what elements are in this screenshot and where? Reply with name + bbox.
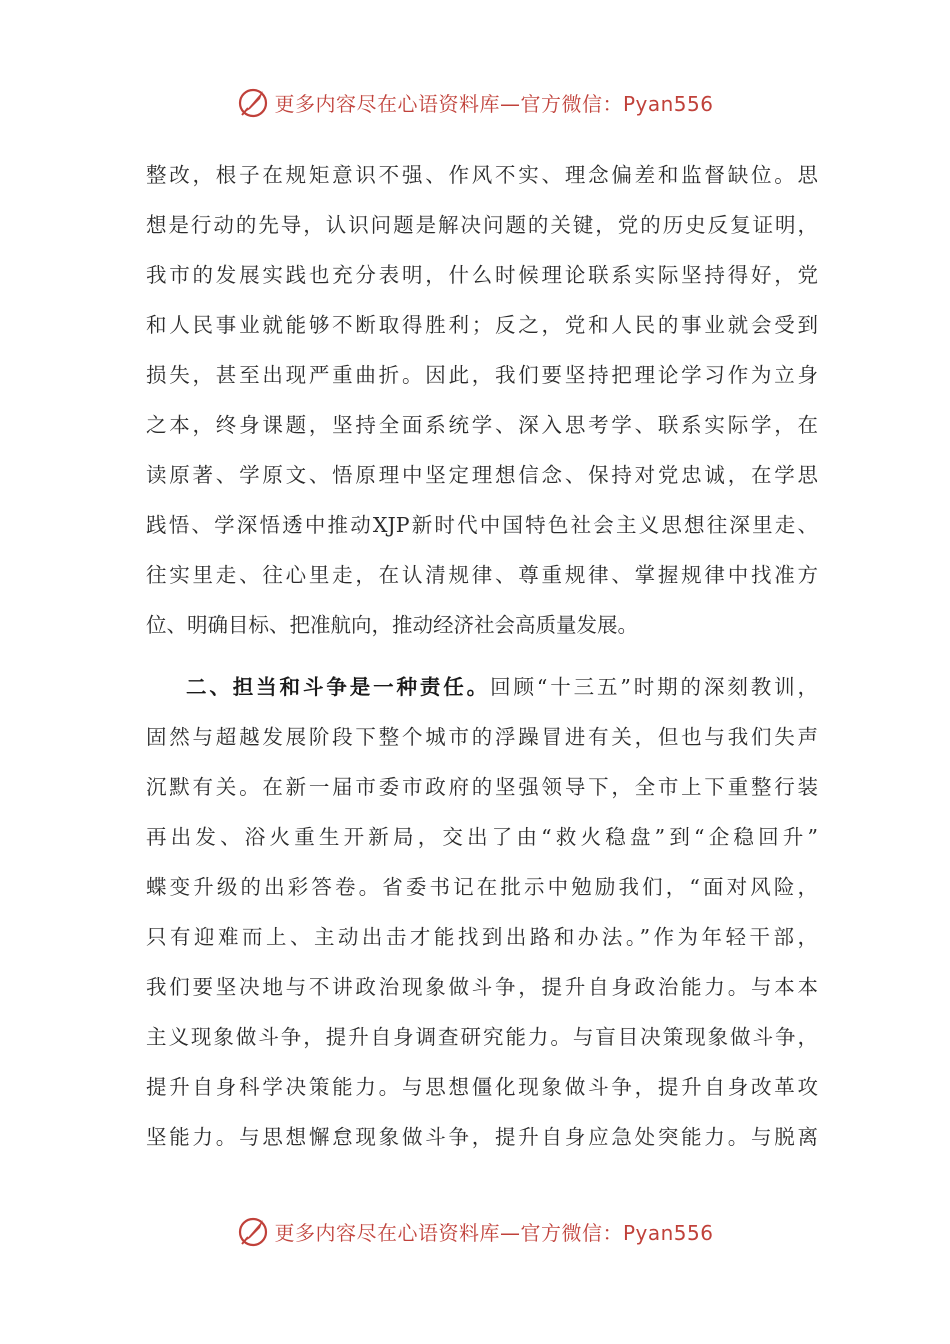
footer-banner-text: 更多内容尽在心语资料库—官方微信：Pyan556 [274, 1220, 714, 1245]
header-banner [0, 82, 950, 122]
footer-banner [0, 1211, 950, 1251]
paragraph-line: 我们要坚决地与不讲政治现象做斗争，提升自身政治能力。与本本 [146, 975, 818, 999]
paragraph-line: 整改，根子在规矩意识不强、作风不实、理念偏差和监督缺位。思 [146, 163, 818, 187]
paragraph-line: 固然与超越发展阶段下整个城市的浮躁冒进有关，但也与我们失声 [146, 725, 818, 749]
paragraph-line-rest: 回顾“十三五”时期的深刻教训， [490, 675, 818, 699]
paragraph-line: 蝶变升级的出彩答卷。省委书记在批示中勉励我们，“面对风险， [146, 875, 818, 899]
quill-logo-icon [236, 1214, 270, 1248]
section-heading-line [146, 662, 818, 712]
quill-logo-icon [236, 85, 270, 119]
document-body [146, 150, 818, 1162]
section-heading: 二、担当和斗争是一种责任。 [186, 675, 491, 699]
header-banner-text: 更多内容尽在心语资料库—官方微信：Pyan556 [274, 91, 714, 116]
paragraph-line: 主义现象做斗争，提升自身调查研究能力。与盲目决策现象做斗争， [146, 1025, 818, 1049]
paragraph-line: 之本，终身课题，坚持全面系统学、深入思考学、联系实际学，在 [146, 413, 818, 437]
paragraph-line: 损失，甚至出现严重曲折。因此，我们要坚持把理论学习作为立身 [146, 363, 818, 387]
paragraph-line: 和人民事业就能够不断取得胜利；反之，党和人民的事业就会受到 [146, 313, 818, 337]
paragraph-line: 践悟、学深悟透中推动XJP新时代中国特色社会主义思想往深里走、 [146, 513, 818, 537]
paragraph-line: 想是行动的先导，认识问题是解决问题的关键，党的历史反复证明， [146, 213, 818, 237]
paragraph-line: 只有迎难而上、主动出击才能找到出路和办法。”作为年轻干部， [146, 925, 818, 949]
paragraph-line: 位、明确目标、把准航向，推动经济社会高质量发展。 [146, 613, 638, 637]
paragraph-line: 沉默有关。在新一届市委市政府的坚强领导下，全市上下重整行装 [146, 775, 818, 799]
paragraph-line: 我市的发展实践也充分表明，什么时候理论联系实际坚持得好，党 [146, 263, 818, 287]
paragraph-line: 提升自身科学决策能力。与思想僵化现象做斗争，提升自身改革攻 [146, 1075, 818, 1099]
paragraph-line: 读原著、学原文、悟原理中坚定理想信念、保持对党忠诚，在学思 [146, 463, 818, 487]
paragraph-line: 再出发、浴火重生开新局，交出了由“救火稳盘”到“企稳回升” [146, 825, 818, 849]
paragraph-line: 坚能力。与思想懈怠现象做斗争，提升自身应急处突能力。与脱离 [146, 1125, 818, 1149]
paragraph-line: 往实里走、往心里走，在认清规律、尊重规律、掌握规律中找准方 [146, 563, 818, 587]
